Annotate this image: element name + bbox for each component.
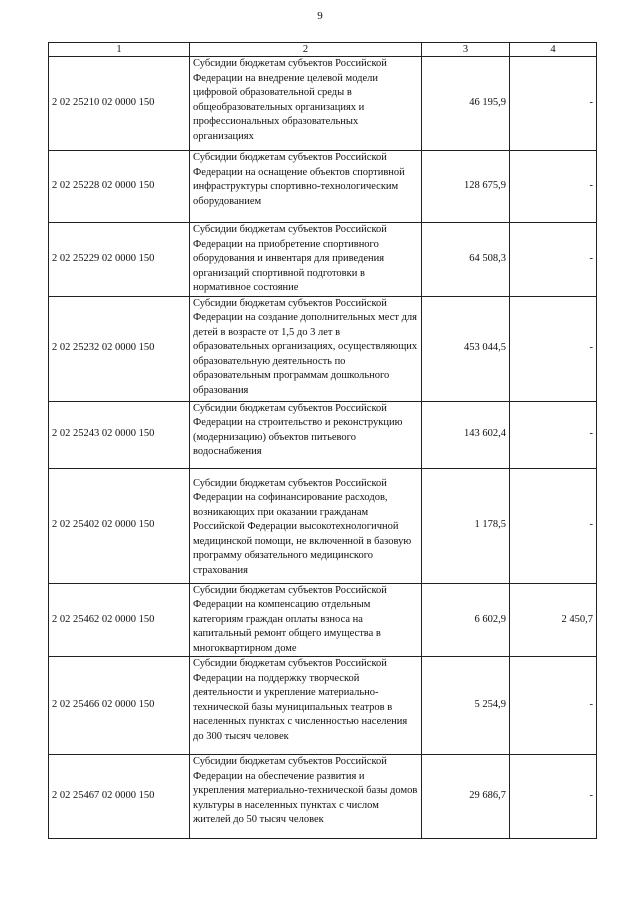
column-header-4: 4 (510, 43, 597, 57)
table-row (49, 755, 597, 839)
budget-code-cell: 2 02 25243 02 0000 150 (49, 401, 190, 468)
budget-code-cell: 2 02 25466 02 0000 150 (49, 657, 190, 755)
table-row (49, 57, 597, 151)
subsidy-name-cell: Субсидии бюджетам субъектов Российской Федерации на строительство и реконструкцию (модернизацию) объектов питьевого водоснабжения (190, 401, 422, 468)
amount-cell: 6 602,9 (422, 583, 510, 657)
table-row (49, 657, 597, 755)
column-header-3: 3 (422, 43, 510, 57)
column-4-cell: - (510, 151, 597, 223)
table-row (49, 468, 597, 583)
subsidy-name-cell: Субсидии бюджетам субъектов Российской Федерации на компенсацию отдельным категориям граждан оплаты взноса на капитальный ремонт общего имущества в многоквартирном доме (190, 583, 422, 657)
column-4-cell: - (510, 657, 597, 755)
table-header-row (49, 43, 597, 57)
amount-cell: 128 675,9 (422, 151, 510, 223)
amount-cell: 143 602,4 (422, 401, 510, 468)
budget-code-cell: 2 02 25402 02 0000 150 (49, 468, 190, 583)
amount-cell: 1 178,5 (422, 468, 510, 583)
budget-code-cell: 2 02 25462 02 0000 150 (49, 583, 190, 657)
amount-cell: 453 044,5 (422, 296, 510, 401)
budget-code-cell: 2 02 25232 02 0000 150 (49, 296, 190, 401)
column-4-cell: - (510, 296, 597, 401)
subsidy-name-cell: Субсидии бюджетам субъектов Российской Федерации на создание дополнительных мест для детей в возрасте от 1,5 до 3 лет в образовательных организациях, осуществляющих образовательную деятельность по образовательным программам дошкольного образования (190, 296, 422, 401)
budget-code-cell: 2 02 25229 02 0000 150 (49, 223, 190, 297)
subsidy-name-cell: Субсидии бюджетам субъектов Российской Федерации на обеспечение развития и укрепления материально-технической базы домов культуры в населенных пунктах с числом жителей до 50 тысяч человек (190, 755, 422, 839)
column-4-cell: - (510, 755, 597, 839)
table-row (49, 583, 597, 657)
amount-cell: 46 195,9 (422, 57, 510, 151)
column-4-cell: - (510, 468, 597, 583)
subsidy-name-cell: Субсидии бюджетам субъектов Российской Федерации на приобретение спортивного оборудования и инвентаря для приведения организаций спортивной подготовки в нормативное состояние (190, 223, 422, 297)
subsidy-name-cell: Субсидии бюджетам субъектов Российской Федерации на внедрение целевой модели цифровой образовательной среды в общеобразовательных организациях и профессиональных образовательных организациях (190, 57, 422, 151)
subsidy-name-cell: Субсидии бюджетам субъектов Российской Федерации на оснащение объектов спортивной инфраструктуры спортивно-технологическим оборудованием (190, 151, 422, 223)
column-header-2: 2 (190, 43, 422, 57)
table-row (49, 223, 597, 297)
amount-cell: 29 686,7 (422, 755, 510, 839)
amount-cell: 64 508,3 (422, 223, 510, 297)
budget-code-cell: 2 02 25210 02 0000 150 (49, 57, 190, 151)
column-4-cell: - (510, 223, 597, 297)
subsidy-name-cell: Субсидии бюджетам субъектов Российской Федерации на поддержку творческой деятельности и укрепление материально-технической базы муниципальных театров в населенных пунктах с численностью населения до 300 тысяч человек (190, 657, 422, 755)
column-4-cell: 2 450,7 (510, 583, 597, 657)
column-header-1: 1 (49, 43, 190, 57)
column-4-cell: - (510, 401, 597, 468)
page-number: 9 (317, 10, 323, 22)
budget-code-cell: 2 02 25228 02 0000 150 (49, 151, 190, 223)
column-4-cell: - (510, 57, 597, 151)
budget-code-cell: 2 02 25467 02 0000 150 (49, 755, 190, 839)
budget-table (48, 42, 597, 839)
table-row (49, 151, 597, 223)
amount-cell: 5 254,9 (422, 657, 510, 755)
table-row (49, 401, 597, 468)
subsidy-name-cell: Субсидии бюджетам субъектов Российской Федерации на софинансирование расходов, возникающих при оказании гражданам Российской Федерации высокотехнологичной медицинской помощи, не включенной в базовую программу обязательного медицинского страхования (190, 468, 422, 583)
table-row (49, 296, 597, 401)
